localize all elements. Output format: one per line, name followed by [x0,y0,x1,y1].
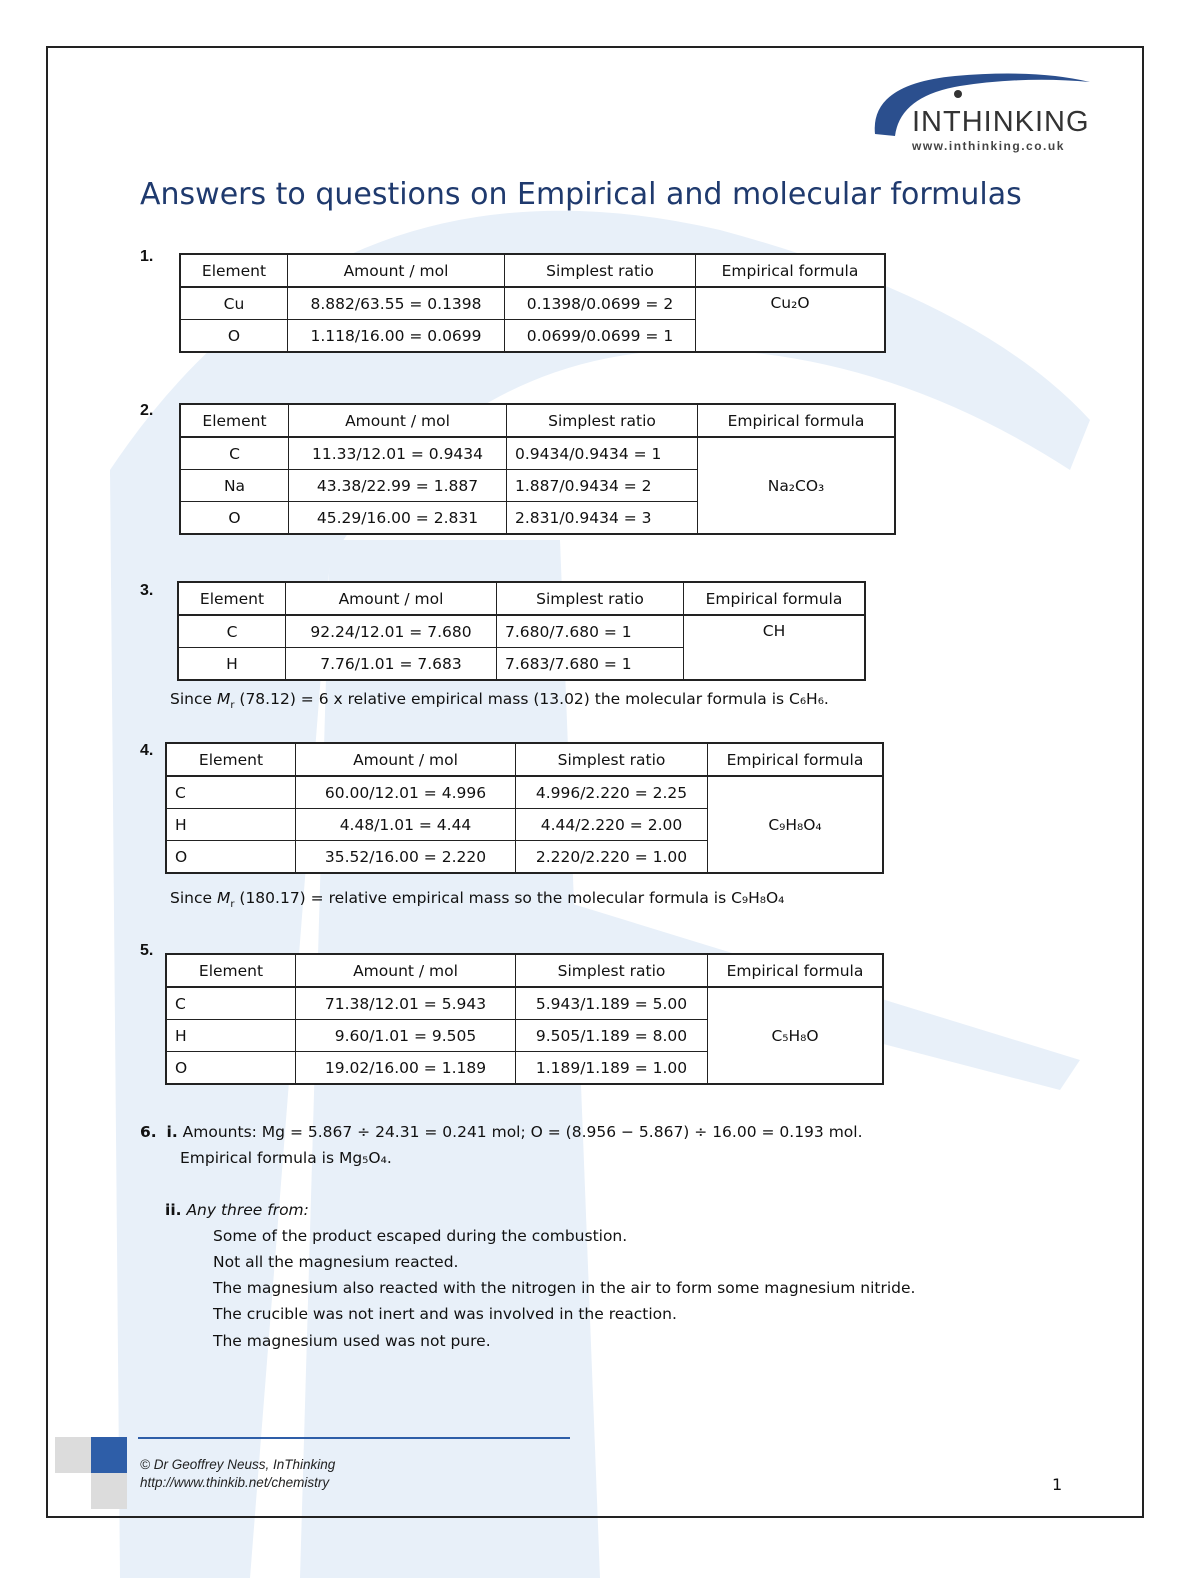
empirical-formula-cell: Na₂CO₃ [698,437,896,534]
header-element: Element [178,582,286,615]
ratio-cell: 2.831/0.9434 = 3 [507,502,698,535]
molecular-formula-note: Since $M_r$ (78.12) = 6 x relative empirical mass (13.02) the molecular formula is C₆H₆. [170,690,829,712]
amount-cell: 1.118/16.00 = 0.0699 [288,320,505,353]
header-ratio: Simplest ratio [516,743,708,776]
header-element: Element [166,743,296,776]
molecular-formula-note: Since $M_r$ (180.17) = relative empirical mass so the molecular formula is C₉H₈O₄ [170,889,785,911]
element-cell: H [178,648,286,681]
ratio-cell: 5.943/1.189 = 5.00 [516,987,708,1020]
element-cell: C [166,776,296,809]
reason-item: Not all the magnesium reacted. [213,1253,459,1271]
ratio-cell: 7.680/7.680 = 1 [497,615,684,648]
reason-item: The crucible was not inert and was involved in the reaction. [213,1305,677,1323]
ratio-cell: 2.220/2.220 = 1.00 [516,841,708,874]
empirical-formula-cell: Cu₂O [696,287,886,352]
amount-cell: 4.48/1.01 = 4.44 [296,809,516,841]
header-amount: Amount / mol [286,582,497,615]
header-amount: Amount / mol [288,254,505,287]
amount-cell: 11.33/12.01 = 0.9434 [289,437,507,470]
amount-cell: 9.60/1.01 = 9.505 [296,1020,516,1052]
header-ratio: Simplest ratio [497,582,684,615]
question-number: 3. [140,582,154,599]
ratio-cell: 4.44/2.220 = 2.00 [516,809,708,841]
element-cell: O [180,320,288,353]
ratio-cell: 0.0699/0.0699 = 1 [505,320,696,353]
header-amount: Amount / mol [289,404,507,437]
ratio-cell: 1.189/1.189 = 1.00 [516,1052,708,1085]
header-formula: Empirical formula [684,582,866,615]
amount-cell: 60.00/12.01 = 4.996 [296,776,516,809]
amount-cell: 43.38/22.99 = 1.887 [289,470,507,502]
copyright-text: © Dr Geoffrey Neuss, InThinking [140,1457,336,1472]
question-number: 2. [140,402,154,419]
q6-part-ii [165,1201,309,1219]
answer-table-4 [165,742,884,874]
amount-cell: 7.76/1.01 = 7.683 [286,648,497,681]
question-number: 5. [140,942,154,959]
empirical-formula-cell: C₉H₈O₄ [708,776,884,873]
header-ratio: Simplest ratio [507,404,698,437]
logo-url: www.inthinking.co.uk [912,139,1065,153]
ratio-cell: 1.887/0.9434 = 2 [507,470,698,502]
header-formula: Empirical formula [698,404,896,437]
element-cell: H [166,1020,296,1052]
footer-url[interactable]: http://www.thinkib.net/chemistry [140,1475,330,1490]
footer-credits [140,1456,335,1492]
element-cell: O [180,502,289,535]
part-label: ii. [165,1201,182,1219]
q6-part-i [140,1123,863,1141]
question-number: 1. [140,248,154,265]
question-number: 4. [140,742,154,759]
empirical-formula-line: Empirical formula is Mg₅O₄. [180,1149,392,1167]
header-element: Element [180,404,289,437]
table-row [178,615,865,648]
footer-rule [138,1437,570,1439]
ratio-cell: 4.996/2.220 = 2.25 [516,776,708,809]
part-ii-intro: Any three from: [181,1201,309,1219]
reason-item: Some of the product escaped during the combustion. [213,1227,628,1245]
answer-table-3 [177,581,866,681]
amount-cell: 35.52/16.00 = 2.220 [296,841,516,874]
table-row [166,987,883,1020]
table-row [180,287,885,320]
part-label: i. [166,1123,178,1141]
amounts-text: Amounts: Mg = 5.867 ÷ 24.31 = 0.241 mol; O = (8.956 − 5.867) ÷ 16.00 = 0.193 mol. [177,1123,863,1141]
header-formula: Empirical formula [708,743,884,776]
header-ratio: Simplest ratio [505,254,696,287]
ratio-cell: 7.683/7.680 = 1 [497,648,684,681]
answer-table-5 [165,953,884,1085]
element-cell: C [178,615,286,648]
page-number: 1 [1052,1475,1063,1494]
header-element: Element [166,954,296,987]
footer-square [91,1437,127,1473]
element-cell: Na [180,470,289,502]
element-cell: C [180,437,289,470]
element-cell: H [166,809,296,841]
footer-square [91,1473,127,1509]
header-ratio: Simplest ratio [516,954,708,987]
amount-cell: 19.02/16.00 = 1.189 [296,1052,516,1085]
reason-item: The magnesium used was not pure. [213,1332,491,1350]
amount-cell: 8.882/63.55 = 0.1398 [288,287,505,320]
amount-cell: 71.38/12.01 = 5.943 [296,987,516,1020]
header-element: Element [180,254,288,287]
amount-cell: 45.29/16.00 = 2.831 [289,502,507,535]
footer-square [55,1437,91,1473]
empirical-formula-cell: C₅H₈O [708,987,884,1084]
header-formula: Empirical formula [708,954,884,987]
table-row [180,437,895,470]
element-cell: O [166,1052,296,1085]
answer-table-1 [179,253,886,353]
element-cell: O [166,841,296,874]
header-formula: Empirical formula [696,254,886,287]
reason-item: The magnesium also reacted with the nitrogen in the air to form some magnesium nitride. [213,1279,916,1297]
logo-name: INTHINKING [912,106,1090,138]
ratio-cell: 0.9434/0.9434 = 1 [507,437,698,470]
amount-cell: 92.24/12.01 = 7.680 [286,615,497,648]
page-title: Answers to questions on Empirical and molecular formulas [140,177,1022,212]
answer-table-2 [179,403,896,535]
ratio-cell: 0.1398/0.0699 = 2 [505,287,696,320]
ratio-cell: 9.505/1.189 = 8.00 [516,1020,708,1052]
header-amount: Amount / mol [296,743,516,776]
question-number: 6. [140,1123,157,1141]
element-cell: C [166,987,296,1020]
empirical-formula-cell: CH [684,615,866,680]
table-row [166,776,883,809]
element-cell: Cu [180,287,288,320]
header-amount: Amount / mol [296,954,516,987]
